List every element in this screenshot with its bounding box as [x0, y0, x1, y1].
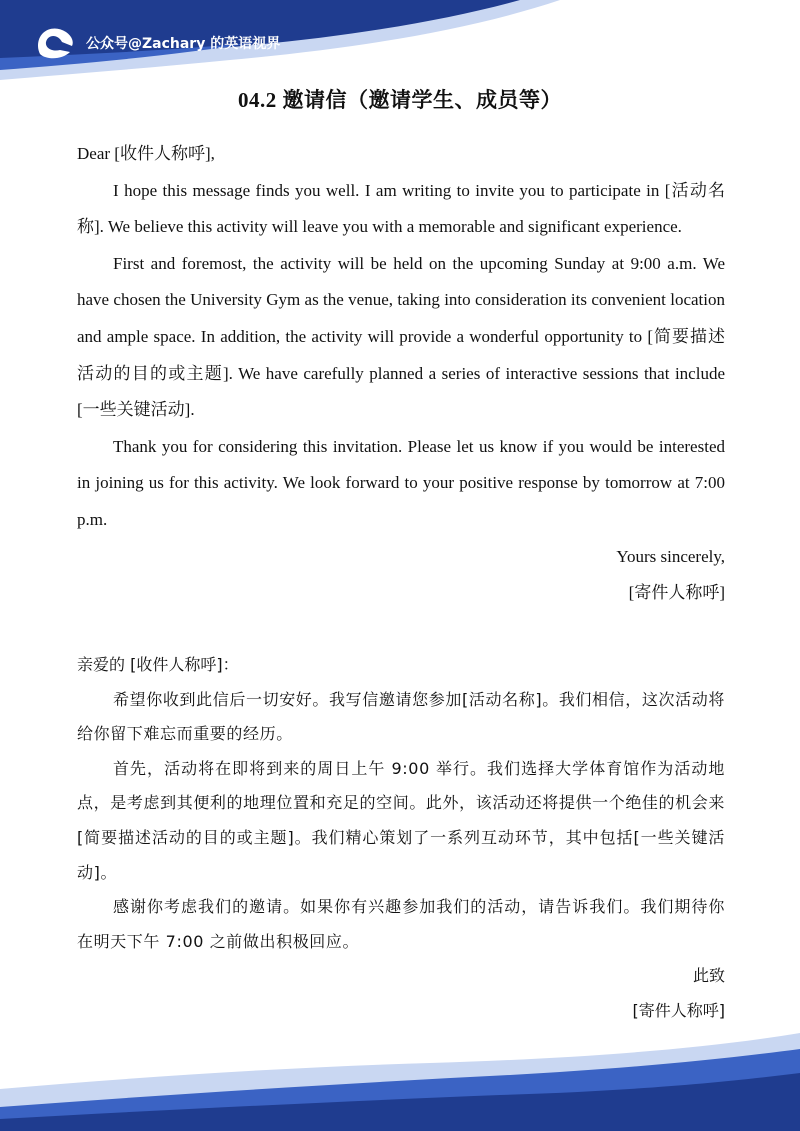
paragraph-cn-1: 希望你收到此信后一切安好。我写信邀请您参加[活动名称]。我们相信，这次活动将给你留下难忘而重要的经历。: [77, 689, 725, 744]
closing-en: Yours sincerely,: [616, 546, 725, 566]
signature-cn: [寄件人称呼]: [632, 1000, 725, 1020]
salutation-en: Dear [收件人称呼],: [77, 144, 215, 163]
signature-en: [寄件人称呼]: [628, 583, 725, 603]
paragraph-en-3: Thank you for considering this invitation. Please let us know if you would be interested in joining us for this activity. We look forward to your positive response by tomorrow at 7:00 p.m.: [77, 436, 725, 529]
paragraph-en-1: I hope this message finds you well. I am writing to invite you to participate in [活动名称]. We believe this activity will leave you with a memorable and significant experience.: [77, 180, 725, 237]
brand-logo-icon: [32, 20, 76, 64]
chinese-letter: [77, 648, 725, 1029]
paragraph-cn-2: 首先，活动将在即将到来的周日上午 9:00 举行。我们选择大学体育馆作为活动地点，是考虑到其便利的地理位置和充足的空间。此外，该活动还将提供一个绝佳的机会来[简要描述活动的目的或主题]。我们精心策划了一系列互动环节，其中包括[一些关键活动]。: [77, 758, 725, 882]
page-title: 04.2 邀请信（邀请学生、成员等）: [238, 88, 562, 112]
footer-wave-decoration: [0, 1011, 800, 1131]
salutation-cn: 亲爱的 [收件人称呼]：: [77, 655, 239, 674]
english-letter: [77, 136, 725, 612]
closing-cn: 此致: [692, 966, 725, 986]
paragraph-en-2: First and foremost, the activity will be held on the upcoming Sunday at 9:00 a.m. We have chosen the University Gym as the venue, taking into consideration its convenient location and ample space. In addition, the activity will provide a wonderful opportunity to [简要描述活动的目的或主题]. We have carefully planned a series of interactive sessions that include [一些关键活动].: [77, 253, 725, 420]
paragraph-cn-3: 感谢你考虑我们的邀请。如果你有兴趣参加我们的活动，请告诉我们。我们期待你在明天下午 7:00 之前做出积极回应。: [77, 897, 725, 951]
brand-name: 公众号@Zachary 的英语视界: [86, 36, 281, 52]
